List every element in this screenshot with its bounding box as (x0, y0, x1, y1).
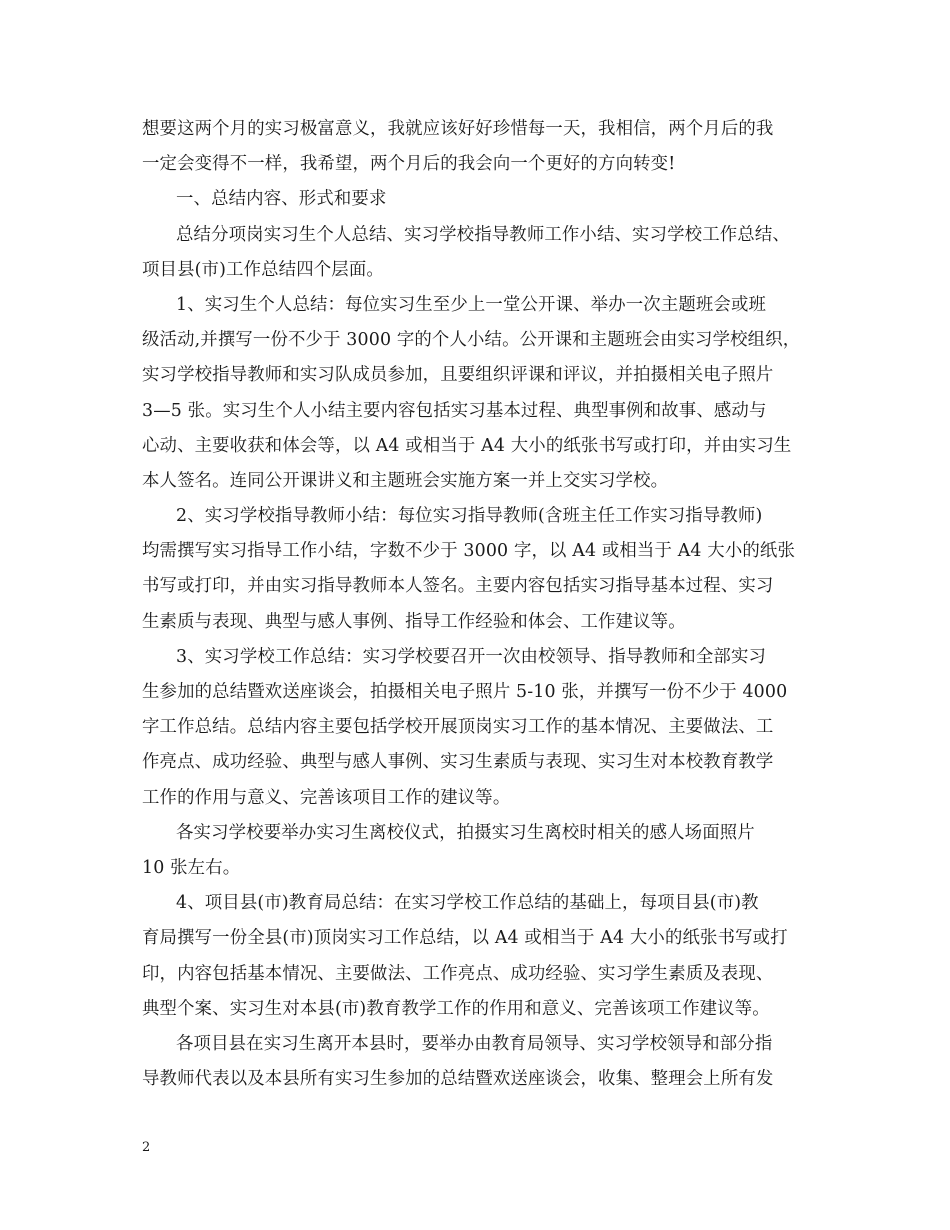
text-line: 级活动,并撰写一份不少于 3000 字的个人小结。公开课和主题班会由实习学校组织， (142, 330, 801, 351)
text-line: 育局撰写一份全县(市)顶岗实习工作总结，以 A4 或相当于 A4 大小的纸张书写或打 (142, 928, 788, 949)
text-line: 典型个案、实习生对本县(市)教育教学工作的作用和意义、完善该项工作建议等。 (142, 998, 770, 1019)
text-line: 工作的作用与意义、完善该项目工作的建议等。 (142, 787, 511, 808)
text-line: 3、实习学校工作总结：实习学校要召开一次由校领导、指导教师和全部实习 (176, 646, 767, 667)
text-line: 心动、主要收获和体会等，以 A4 或相当于 A4 大小的纸张书写或打印，并由实习生 (142, 435, 792, 456)
text-line: 字工作总结。总结内容主要包括学校开展顶岗实习工作的基本情况、主要做法、工 (142, 717, 774, 738)
text-line: 4、项目县(市)教育局总结：在实习学校工作总结的基础上，每项目县(市)教 (176, 893, 759, 914)
text-line: 均需撰写实习指导工作小结，字数不少于 3000 字，以 A4 或相当于 A4 大小的纸张 (142, 541, 795, 562)
text-line: 书写或打印，并由实习指导教师本人签名。主要内容包括实习指导基本过程、实习 (142, 576, 774, 597)
text-line: 本人签名。连同公开课讲义和主题班会实施方案一并上交实习学校。 (142, 470, 669, 491)
page-number: 2 (142, 1140, 151, 1155)
text-line: 想要这两个月的实习极富意义，我就应该好好珍惜每一天，我相信，两个月后的我 (142, 119, 774, 139)
text-line: 生参加的总结暨欢送座谈会，拍摄相关电子照片 5-10 张，并撰写一份不少于 4000 (142, 682, 788, 702)
text-line: 一、总结内容、形式和要求 (176, 189, 387, 210)
text-line: 印，内容包括基本情况、主要做法、工作亮点、成功经验、实习学生素质及表现、 (142, 963, 774, 984)
text-line: 3—5 张。实习生个人小结主要内容包括实习基本过程、典型事例和故事、感动与 (142, 400, 767, 421)
text-line: 各项目县在实习生离开本县时，要举办由教育局领导、实习学校领导和部分指 (176, 1033, 773, 1054)
document-body (142, 112, 810, 1097)
text-line: 2、实习学校指导教师小结：每位实习指导教师(含班主任工作实习指导教师) (176, 506, 763, 527)
text-line: 生素质与表现、典型与感人事例、指导工作经验和体会、工作建议等。 (142, 611, 686, 632)
text-line: 一定会变得不一样，我希望，两个月后的我会向一个更好的方向转变! (142, 154, 676, 175)
text-line: 项目县(市)工作总结四个层面。 (142, 259, 384, 280)
text-line: 10 张左右。 (142, 857, 241, 878)
text-line: 1、实习生个人总结：每位实习生至少上一堂公开课、举办一次主题班会或班 (176, 294, 767, 315)
text-line: 作亮点、成功经验、典型与感人事例、实习生素质与表现、实习生对本校教育教学 (142, 752, 774, 773)
text-line: 各实习学校要举办实习生离校仪式，拍摄实习生离校时相关的感人场面照片 (176, 822, 755, 843)
text-line: 实习学校指导教师和实习队成员参加，且要组织评课和评议，并拍摄相关电子照片 (142, 365, 774, 386)
text-line: 总结分项岗实习生个人总结、实习学校指导教师工作小结、实习学校工作总结、 (176, 224, 790, 245)
text-line: 导教师代表以及本县所有实习生参加的总结暨欢送座谈会，收集、整理会上所有发 (142, 1069, 774, 1090)
